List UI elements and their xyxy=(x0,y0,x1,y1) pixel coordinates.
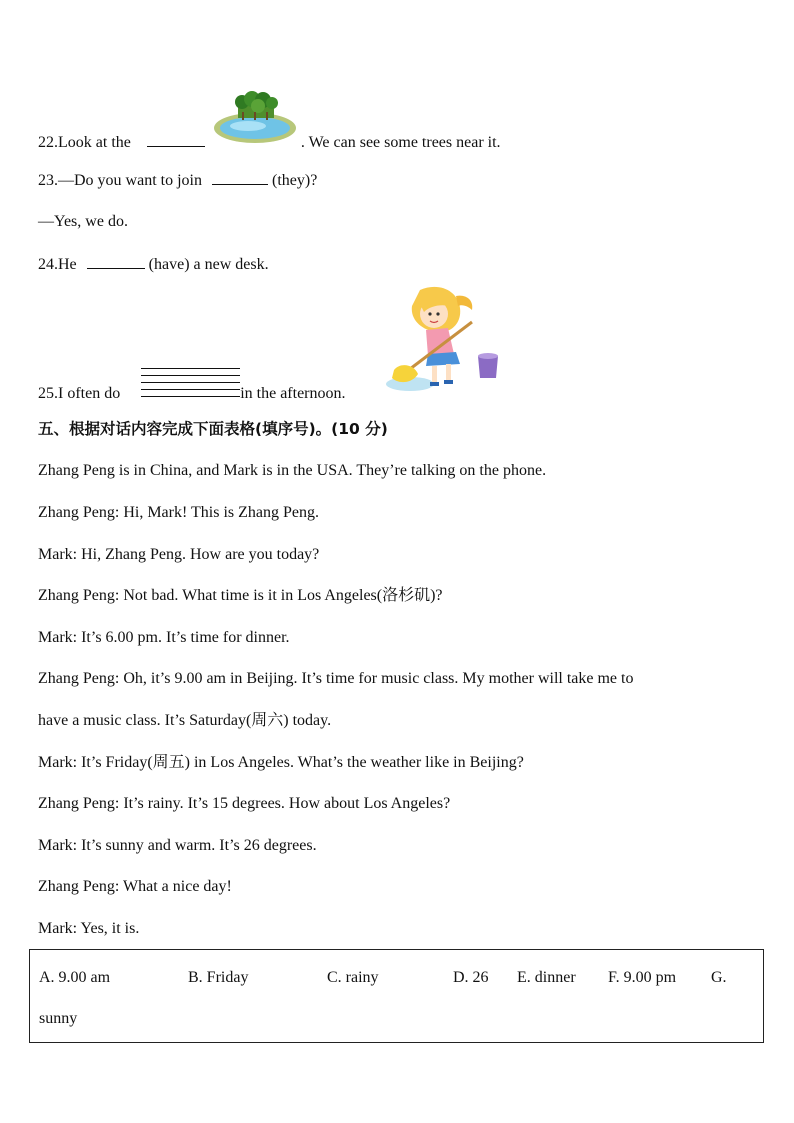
q22-text-after: . We can see some trees near it. xyxy=(300,134,501,151)
dialogue-line: Zhang Peng is in China, and Mark is in the USA. They’re talking on the phone. xyxy=(38,462,547,479)
q22-text-before: 22.Look at the xyxy=(38,134,131,151)
q23-blank[interactable] xyxy=(212,170,268,185)
q25-text-before: 25.I often do xyxy=(38,385,121,402)
question-23 xyxy=(38,170,317,191)
dialogue-line: Zhang Peng: It’s rainy. It’s 15 degrees. How about Los Angeles? xyxy=(38,795,451,812)
q24-text-after: (have) a new desk. xyxy=(148,256,269,273)
option-f: F. 9.00 pm xyxy=(608,969,677,986)
q23-text-before: 23.—Do you want to join xyxy=(38,172,202,189)
dialogue-line: Mark: It’s sunny and warm. It’s 26 degrees. xyxy=(38,837,317,854)
options-box xyxy=(29,949,764,1043)
q25-text-after: in the afternoon. xyxy=(240,385,346,402)
pond-with-trees-icon xyxy=(212,90,298,146)
option-d: D. 26 xyxy=(453,969,489,986)
dialogue-line: Zhang Peng: Hi, Mark! This is Zhang Peng. xyxy=(38,504,320,521)
dialogue-line: Mark: It’s 6.00 pm. It’s time for dinner. xyxy=(38,629,290,646)
dialogue-line: Zhang Peng: Not bad. What time is it in Los Angeles(洛杉矶)? xyxy=(38,587,443,604)
dialogue-line: have a music class. It’s Saturday(周六) today. xyxy=(38,712,332,729)
q25-answer-lines[interactable] xyxy=(141,368,240,400)
girl-mopping-floor-icon xyxy=(380,284,504,400)
question-24 xyxy=(38,254,269,275)
q23-text-after: (they)? xyxy=(272,172,318,189)
option-b: B. Friday xyxy=(188,969,249,986)
option-c: C. rainy xyxy=(327,969,379,986)
q23-answer-line: —Yes, we do. xyxy=(38,213,128,230)
option-g-text: sunny xyxy=(39,1010,78,1027)
option-g: G. xyxy=(711,969,727,986)
section-5-heading: 五、根据对话内容完成下面表格(填序号)。(10 分) xyxy=(38,420,388,438)
dialogue-line: Mark: It’s Friday(周五) in Los Angeles. What’s the weather like in Beijing? xyxy=(38,754,524,771)
option-e: E. dinner xyxy=(517,969,576,986)
q22-blank[interactable] xyxy=(147,132,205,147)
dialogue-line: Zhang Peng: What a nice day! xyxy=(38,878,232,895)
q24-blank[interactable] xyxy=(87,254,145,269)
dialogue-line: Zhang Peng: Oh, it’s 9.00 am in Beijing. It’s time for music class. My mother will take me to xyxy=(38,670,634,687)
dialogue-line: Mark: Yes, it is. xyxy=(38,920,140,937)
q24-text-before: 24.He xyxy=(38,256,77,273)
option-a: A. 9.00 am xyxy=(39,969,111,986)
dialogue-line: Mark: Hi, Zhang Peng. How are you today? xyxy=(38,546,320,563)
